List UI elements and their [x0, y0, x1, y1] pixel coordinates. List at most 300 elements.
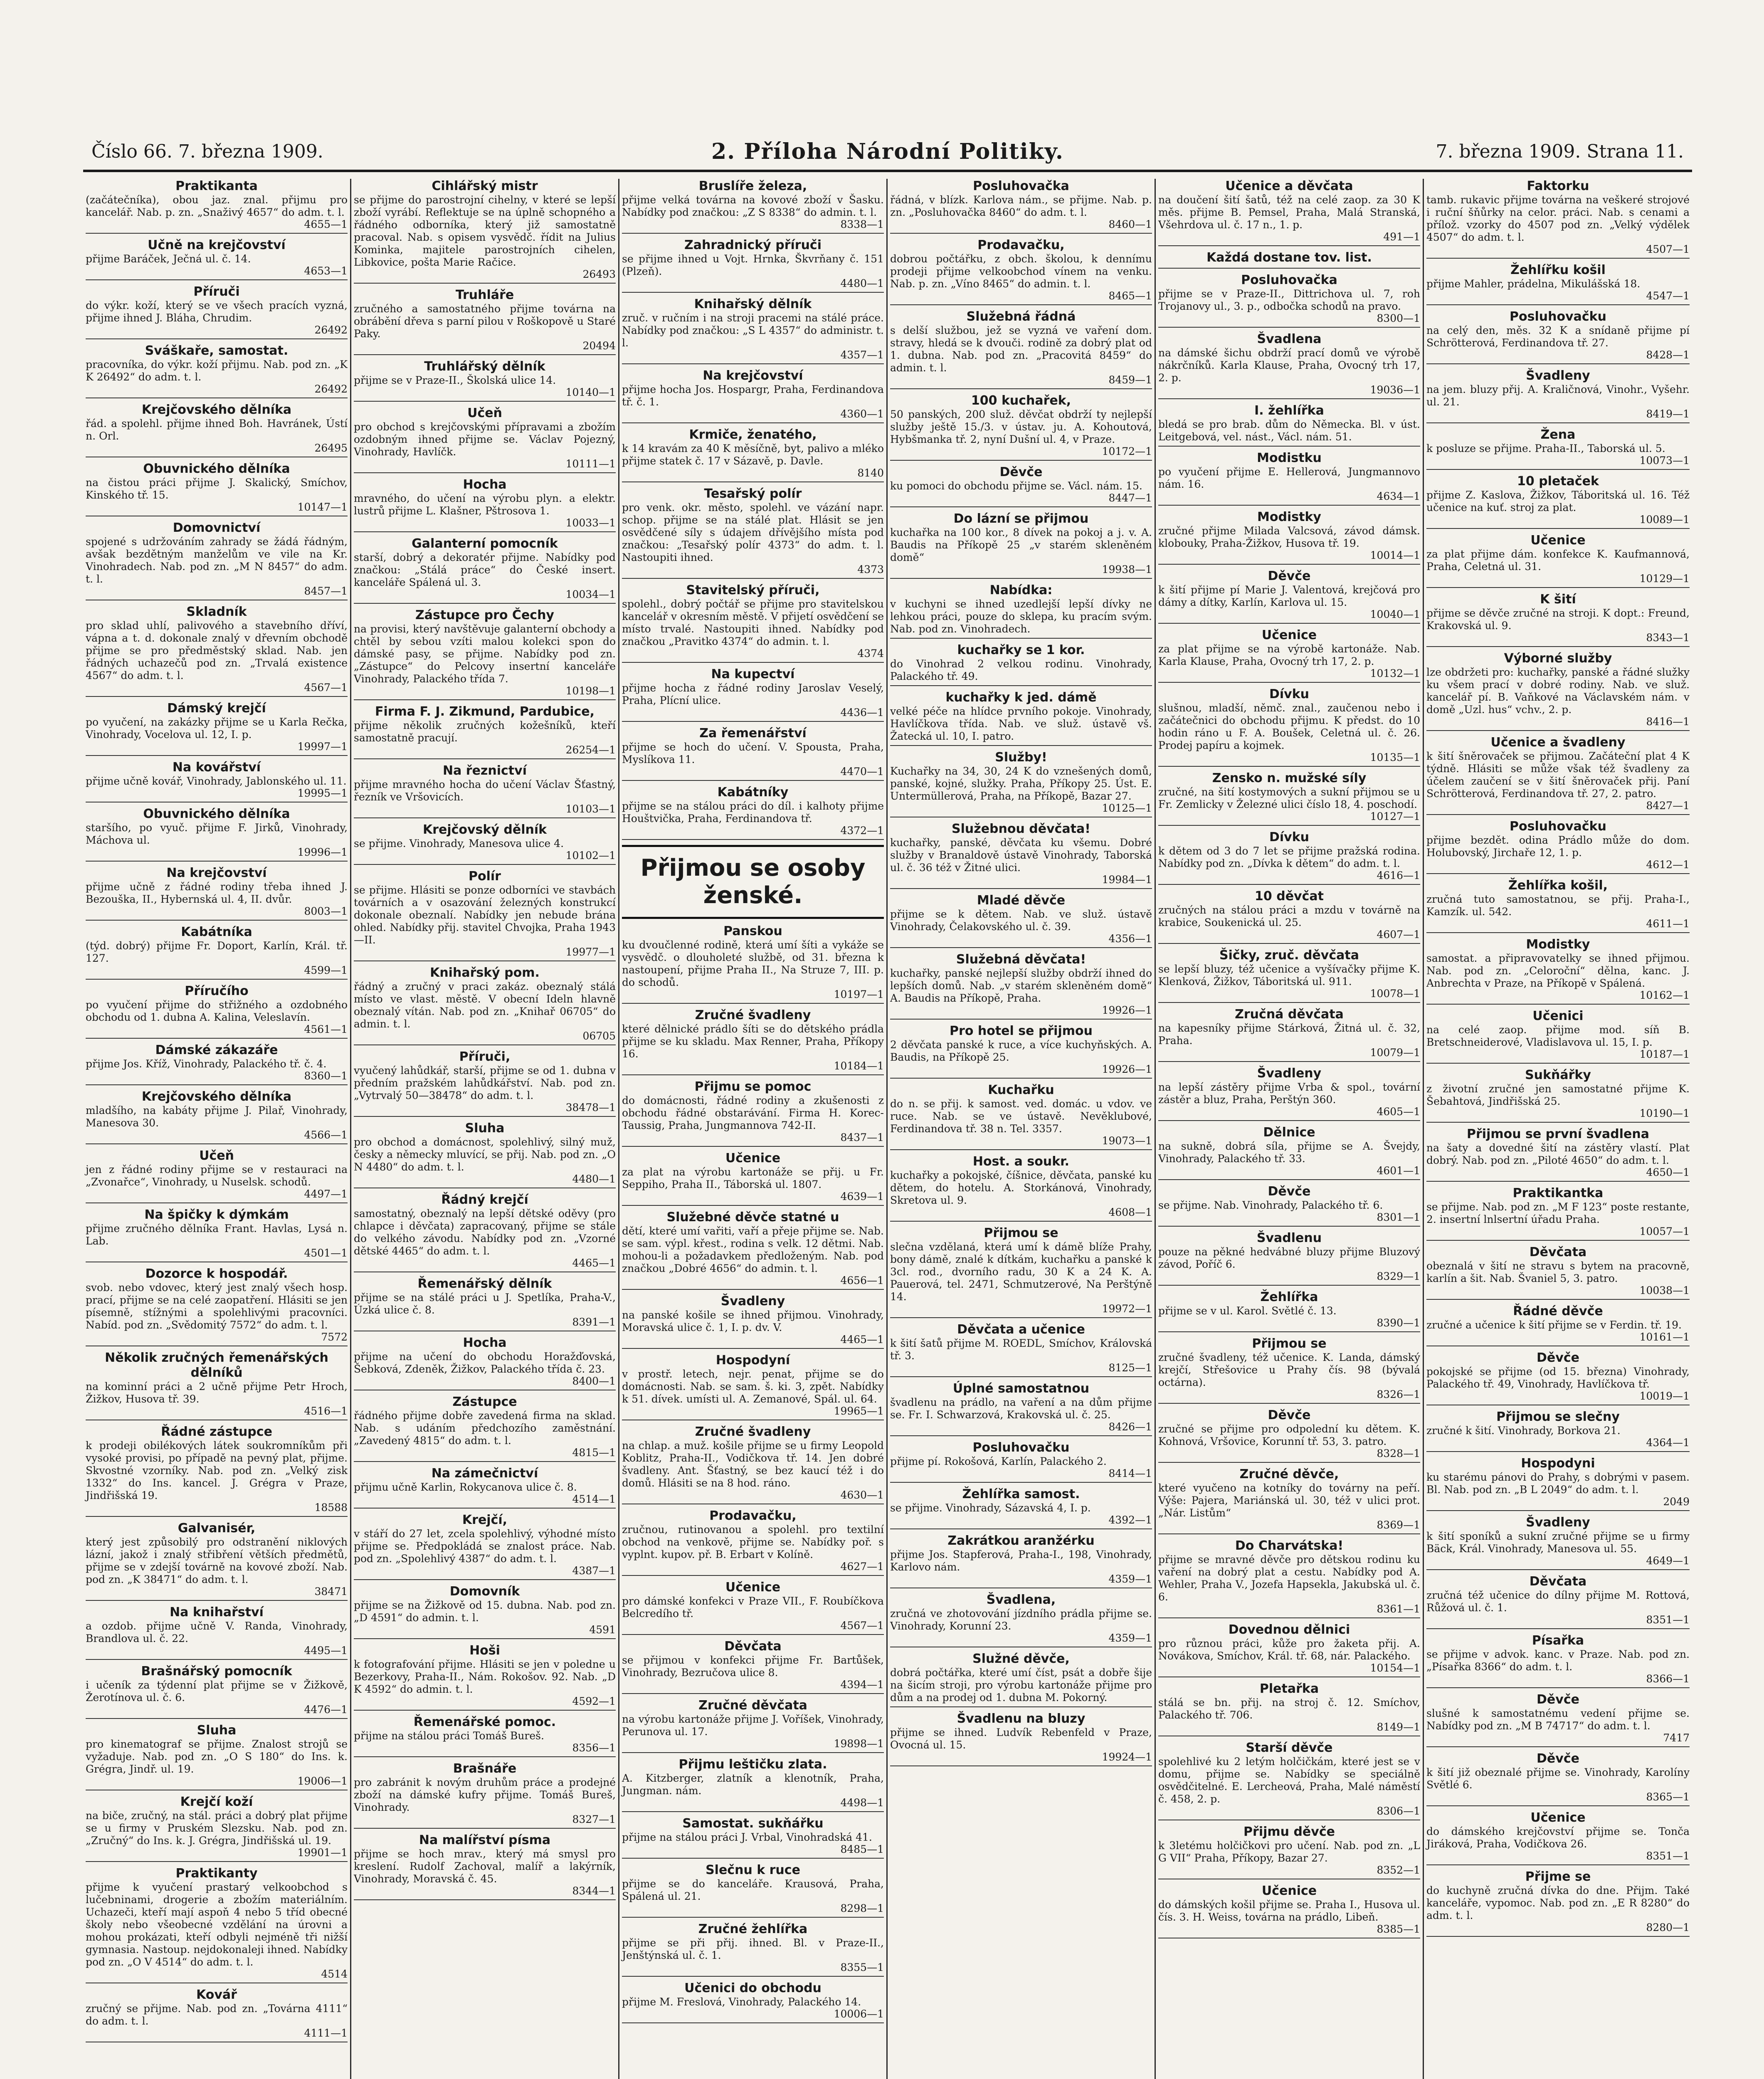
- ad-title: Brašnářský pomocník: [141, 1664, 292, 1679]
- date-page: 7. března 1909. Strana 11.: [1436, 141, 1684, 162]
- ad-reference-number: 4567—1: [304, 681, 348, 694]
- ad-reference-number: 4566—1: [304, 1129, 348, 1141]
- ad-body: do Vinohrad 2 velkou rodinu. Vinohrady, Palackého tř. 49.: [890, 658, 1152, 682]
- ad-body: zručné a učenice k šití přijme se v Ferdin. tř. 19.: [1426, 1319, 1682, 1331]
- classified-ad: [622, 1353, 884, 1420]
- ad-body: přijme hocha z řádné rodiny Jaroslav Veselý, Praha, Plícní ulice.: [622, 682, 884, 706]
- ad-reference-number: 4612—1: [1646, 859, 1690, 871]
- ad-title: Služebnou děvčata!: [952, 822, 1090, 836]
- ad-body: přijme učně kovář, Vinohrady, Jablonského ul. 11.: [86, 775, 347, 787]
- ad-title: Panskou: [723, 924, 782, 938]
- ad-reference-number: 10197—1: [834, 988, 884, 1000]
- ad-body: přijme učně z řádné rodiny třeba ihned J. Bezouška, II., Hybernská ul. 4, II. dvůr.: [86, 881, 348, 905]
- classified-ad: [1158, 273, 1420, 328]
- classified-ad: [86, 1521, 348, 1601]
- classified-ad: [354, 406, 616, 473]
- classified-ad: [890, 1226, 1152, 1318]
- ad-body: jen z řádné rodiny přijme se v restauraci na „Zvonařce“, Vinohrady, u Nuselsk. schodů.: [86, 1163, 348, 1188]
- ad-title: Za řemenářství: [699, 726, 807, 741]
- classified-ad: [354, 288, 616, 355]
- ad-reference-number: 8391—1: [572, 1316, 616, 1328]
- classified-ad: [622, 726, 884, 781]
- classified-ad: [86, 1089, 348, 1144]
- classified-ad: [354, 1761, 616, 1829]
- ad-reference-number: 10057—1: [1639, 1225, 1690, 1237]
- ad-body: zručné, na šití kostymových a sukní přijmou se u Fr. Zemlicky v Železné ulici číslo 18, 4. poschodí.: [1158, 786, 1420, 810]
- classified-ad: [1426, 179, 1690, 259]
- ad-title: Do Charvátska!: [1235, 1538, 1344, 1553]
- ad-title: Dámské zákazáře: [155, 1043, 278, 1057]
- classified-ad: [1158, 1231, 1420, 1286]
- ad-body: přijme se v Praze-II., Dittrichova ul. 7, roh Trojanovy ul., 3. p., odbočka schodů na pravo.: [1158, 288, 1420, 312]
- ad-title: Cihlářský mistr: [432, 179, 538, 193]
- ad-title: Dámský krejčí: [167, 701, 266, 716]
- ad-body: přijme se k dětem. Nab. ve služ. ústavě Vinohrady, Čelakovského ul. č. 39.: [890, 908, 1152, 933]
- classified-ad: [86, 605, 348, 697]
- classified-ad: [890, 1533, 1152, 1588]
- ad-body: dobrou počtářku, z obch. školou, k dennímu prodeji přijme velkoobchod vínem na venku. Nab. p. zn. „Víno 8465“ do admin. t. l.: [890, 253, 1152, 290]
- classified-ad: [354, 1049, 616, 1117]
- ad-body: zručné se přijme pro odpolední ku dětem. K. Kohnová, Vršovice, Korunní tř. 53, 3. patro.: [1158, 1423, 1420, 1447]
- ad-title: Přijmu děvče: [1243, 1825, 1335, 1839]
- ad-reference-number: 4514—1: [572, 1493, 616, 1505]
- ad-column: [888, 179, 1156, 2079]
- ad-title: Posluhovačku: [1510, 819, 1606, 834]
- classified-ad: [890, 583, 1152, 639]
- ad-title: Na malířství písma: [419, 1833, 551, 1847]
- ad-title: Učenice: [1261, 628, 1317, 642]
- classified-ad: [1158, 569, 1420, 624]
- ad-title: Bruslíře železa,: [698, 179, 807, 193]
- ad-title: Švadleny: [1526, 1515, 1590, 1530]
- ad-body: na kapesníky přijme Stárková, Žitná ul. č. 32, Praha.: [1158, 1022, 1420, 1047]
- ad-body: slušnou, mladší, němč. znal., zaučenou nebo i začátečnici do obchodu přijmu. K předst. do 10 hodin ráno u F. A. Boušek, Celetná ul. č. 26. Prodej papíru a kojmek.: [1158, 702, 1420, 751]
- ad-title: Zručné švadleny: [695, 1008, 811, 1022]
- ad-title: Učenici do obchodu: [684, 1981, 822, 1995]
- ad-reference-number: 8352—1: [1377, 1864, 1420, 1876]
- ad-reference-number: 10038—1: [1639, 1284, 1690, 1296]
- ad-body: v prostř. letech, nejr. penat, přijme se do domácnosti. Nab. se sam. š. ki. 3, zpět. Nabídky k 51. dívek. umísti ul. A. Zemanové, Spál. ul. 64.: [622, 1368, 884, 1405]
- classified-ad: [1158, 179, 1420, 246]
- ad-reference-number: 4634—1: [1377, 490, 1420, 502]
- ad-title: K šití: [1540, 592, 1576, 607]
- ad-body: na celý den, měs. 32 K a snídaně přijme pí Schrötterová, Ferdinandova tř. 27.: [1426, 324, 1690, 349]
- ad-body: za plat na výrobu kartonáže se přij. u Fr. Seppiho, Praha II., Táborská ul. 1807.: [622, 1166, 884, 1190]
- ad-reference-number: 10089—1: [1639, 514, 1690, 526]
- ad-column: [351, 179, 619, 2079]
- ad-reference-number: 10125—1: [1102, 802, 1152, 814]
- classified-ad: [1158, 687, 1420, 767]
- ad-body: kuchařky, panské, děvčata ku všemu. Dobré služby v Branaldově ústavě Vinohrady, Taborská ul. č. 36 též v Žitné ulici.: [890, 837, 1152, 874]
- ad-body: kuchařky, panské nejlepší služby obdrží ihned do lepších domů. Nab. „v starém skleněném domě“ A. Baudis na Příkopě, Praha.: [890, 967, 1152, 1004]
- classified-ad: [86, 866, 348, 921]
- classified-ad: [1158, 1408, 1420, 1463]
- classified-ad: [1158, 889, 1420, 944]
- classified-ad: [622, 1981, 884, 2023]
- ad-body: k šití šněrovaček se přijmou. Začáteční plat 4 K týdně. Hlásiti se může však též švadleny za účelem zaučení se v šití šněrovaček přij. Paní Schrötterová, Ferdinandova tř. 27, 2. patro.: [1426, 750, 1690, 800]
- ad-body: pracovníka, do výkr. koží přijmu. Nab. pod zn. „K K 26492“ do adm. t. l.: [86, 358, 348, 383]
- ad-title: Švadlena,: [986, 1593, 1056, 1607]
- ad-reference-number: 4480—1: [840, 277, 884, 289]
- classified-ad: [890, 1652, 1152, 1707]
- ad-title: Mladé děvče: [977, 893, 1066, 908]
- ad-reference-number: 4465—1: [572, 1257, 616, 1269]
- ad-title: Zručné děvčata: [698, 1698, 807, 1713]
- ad-title: Učenice: [1530, 533, 1586, 548]
- ad-reference-number: 4605—1: [1377, 1106, 1420, 1118]
- ad-reference-number: 4394—1: [840, 1679, 884, 1691]
- ad-title: Řádný krejčí: [441, 1193, 528, 1207]
- ad-reference-number: 10079—1: [1370, 1047, 1420, 1059]
- ad-body: na lepší zástěry přijme Vrba & spol., tovární zástěr a bluz, Praha, Perštýn 360.: [1158, 1081, 1420, 1106]
- classified-ad: [1426, 474, 1690, 529]
- ad-reference-number: 4111—1: [304, 2027, 348, 2039]
- ad-body: k 3letému holčičkovi pro učení. Nab. pod zn. „L G VII“ Praha, Příkopy, Bazar 27.: [1158, 1839, 1420, 1864]
- ad-title: Dívku: [1269, 687, 1310, 701]
- ad-title: Kovář: [196, 1988, 237, 2002]
- ad-body: přijmu učně Karlin, Rokycanova ulice č. 8.: [354, 1481, 577, 1493]
- ad-title: Posluhovačka: [1241, 273, 1337, 287]
- ad-body: staršího, po vyuč. přijme F. Jirků, Vinohrady, Máchova ul.: [86, 822, 348, 846]
- classified-ad: [890, 1487, 1152, 1529]
- ad-body: dětí, které umí vařiti, vaří a přeje přijme se. Nab. se sam. výpl. křest., rodina s velk. 12 dětmi. Nab. mohou-li a požadavkem předloženým. Nab. pod značkou „Dobré 4656“ do admin. t. l.: [622, 1225, 884, 1274]
- ad-reference-number: 10019—1: [1639, 1390, 1690, 1402]
- classified-ad: [1158, 1681, 1420, 1736]
- ad-title: Přijmou se: [984, 1226, 1058, 1240]
- ad-body: přijme hocha Jos. Hospargr, Praha, Ferdinandova tř. č. 1.: [622, 383, 884, 408]
- ad-reference-number: 10161—1: [1639, 1331, 1690, 1343]
- ad-body: ku starému pánovi do Prahy, s dobrými v pasem. Bl. Nab. pod zn. „B L 2049“ do adm. t. l.: [1426, 1471, 1690, 1496]
- ad-title: Zručné švadleny: [695, 1425, 811, 1439]
- classified-ad: [1158, 1290, 1420, 1332]
- classified-ad: [1426, 263, 1690, 305]
- ad-title: Žehlířka: [1260, 1290, 1318, 1304]
- ad-title: Řemenářský dělník: [417, 1277, 552, 1291]
- classified-ad: [1158, 628, 1420, 683]
- ad-reference-number: 26492: [314, 324, 348, 336]
- ad-reference-number: 8437—1: [840, 1131, 884, 1143]
- ad-title: Knihařský pom.: [430, 965, 540, 980]
- ad-reference-number: 4567—1: [840, 1620, 884, 1632]
- classified-ad: [86, 807, 348, 862]
- classified-ad: [1158, 1184, 1420, 1227]
- ad-title: Galvanisér,: [178, 1521, 256, 1536]
- ad-column: [1156, 179, 1424, 2079]
- classified-ad: [1426, 878, 1690, 933]
- ad-title: Učenici: [1532, 1009, 1584, 1023]
- classified-ad: [1158, 1825, 1420, 1879]
- ad-body: které vyučeno na kotníky do továrny na peří. Výše: Pajera, Mariánská ul. 30, též v ulici prot. „Nár. Listům“: [1158, 1482, 1420, 1519]
- ad-title: Žena: [1540, 427, 1576, 442]
- ad-reference-number: 8485—1: [840, 1843, 884, 1855]
- ad-body: na kominní práci a 2 učně přijme Petr Hroch, Žižkov, Husova tř. 39.: [86, 1380, 348, 1405]
- ad-body: k šití přijme pí Marie J. Valentová, krejčová pro dámy a dítky, Karlín, Karlova ul. 15.: [1158, 584, 1420, 608]
- classified-ad: [86, 521, 348, 600]
- ad-body: přijme se hoch do učení. V. Spousta, Praha, Myslíkova 11.: [622, 741, 884, 765]
- ad-reference-number: 10132—1: [1370, 667, 1420, 679]
- ad-body: přijme se na stálé práci u J. Spetlíka, Praha-V., Úzká ulice č. 8.: [354, 1291, 616, 1316]
- ad-reference-number: 10172—1: [1102, 445, 1152, 457]
- ad-body: lze obdržeti pro: kuchařky, panské a řádné služky ku všem prací v dobré rodiny. Nab. ve služ. kancelář pí. B. Vaňkové na Václavském nám. v domě „Uzl. hus“ vchv., 2. p.: [1426, 666, 1690, 716]
- newspaper-page: [83, 137, 1692, 2079]
- ad-title: Do lázní se přijmou: [953, 511, 1089, 526]
- ad-title: Učenice: [725, 1580, 781, 1595]
- section-heading: Přijmou se osoby ženské.: [622, 845, 884, 919]
- ad-title: Služebná řádná: [966, 309, 1076, 324]
- ad-title: Zručné žehlířka: [698, 1922, 808, 1936]
- ad-title: Hocha: [463, 477, 507, 492]
- classified-ad: [622, 1509, 884, 1576]
- ad-body: slečna vzdělaná, která umí k dámě blíže Prahy, bony dámě, znalé k dítkám, kuchařku a panské k 3cl. rod., dvorního radu, 30 K a 24 K. A. Pauerová, tel. 2471, Schmutzerové, Na Perštýně 14.: [890, 1241, 1152, 1303]
- classified-ad: [890, 1154, 1152, 1222]
- classified-ad: [1426, 1068, 1690, 1123]
- ad-reference-number: 19926—1: [1102, 1063, 1152, 1075]
- ad-body: bledá se pro brab. dům do Německa. Bl. v úst. Leitgebová, vel. nást., Václ. nám. 51.: [1158, 418, 1420, 443]
- classified-ad: [622, 583, 884, 663]
- ad-title: Hoši: [469, 1643, 500, 1658]
- classified-ad: [1426, 1245, 1690, 1300]
- ad-body: zručný se přijme. Nab. pod zn. „Továrna 4111“ do adm. t. l.: [86, 2002, 348, 2027]
- ad-title: Řádné zástupce: [161, 1425, 272, 1439]
- ad-reference-number: 10073—1: [1639, 454, 1690, 467]
- ad-reference-number: 8369—1: [1377, 1519, 1420, 1531]
- ad-body: přijme Jos. Kříž, Vinohrady, Palackého tř. č. 4.: [86, 1058, 327, 1070]
- ad-body: pro různou práci, kůže pro žaketa přij. A. Novákova, Smíchov, Král. tř. 68, nár. Palackého.: [1158, 1637, 1420, 1662]
- ad-body: na jem. bluzy přij. A. Kraličnová, Vinohr., Vyšehr. ul. 21.: [1426, 383, 1690, 408]
- classified-ad: [1426, 1869, 1690, 1937]
- ad-title: Sluha: [465, 1121, 505, 1136]
- ad-reference-number: 8356—1: [572, 1742, 616, 1754]
- ad-title: Zástupce: [452, 1395, 517, 1409]
- ad-reference-number: 26493: [582, 268, 616, 280]
- ad-body: na provisi, který navštěvuje galanterní obchody a chtěl by sebou vzíti malou kolekci spon do dámské pasy, se přijme. Nabídky pod zn. „Zástupce“ do Pelcovy insertní kanceláře Vinohrady, Palackého třída 7.: [354, 623, 616, 685]
- ad-reference-number: 10190—1: [1639, 1107, 1690, 1119]
- ad-title: Učeň: [467, 406, 502, 420]
- ad-body: do n. se přij. k samost. ved. domác. u vdov. ve ruce. Nab. se ve ústavě. Nevěklubové, Ferdinandova tř. 38 n. Tel. 3357.: [890, 1098, 1152, 1135]
- ad-title: Přijmou se: [1252, 1336, 1327, 1351]
- ad-title: Hospodyní: [715, 1353, 790, 1368]
- ad-body: na dámské šichu obdrží prací domů ve výrobě nákrčníků. Karla Klause, Praha, Ovocný trh 17, 2. p.: [1158, 347, 1420, 384]
- classified-ad: [354, 608, 616, 700]
- classified-ad: [622, 1698, 884, 1753]
- classified-ad: [86, 179, 348, 234]
- ad-body: k šití sponíků a sukní zručné přijme se u firmy Bäck, Král. Vinohrady, Manesova ul. 55.: [1426, 1530, 1690, 1555]
- ad-title: Děvče: [1537, 1751, 1579, 1766]
- ad-title: Učenice a švadleny: [1490, 735, 1626, 750]
- ad-body: pro obchod s krejčovskými přípravami a zbožím ozdobným ihned přijme se. Václav Pojezný, Vinohrady, Havlíčk.: [354, 421, 616, 458]
- classified-ad: [354, 822, 616, 865]
- classified-ad: [1426, 368, 1690, 423]
- ad-reference-number: 4653—1: [304, 265, 348, 277]
- ad-title: Písařka: [1532, 1633, 1584, 1648]
- ad-body: a ozdob. přijme učně V. Randa, Vinohrady, Brandlova ul. č. 22.: [86, 1620, 348, 1644]
- ad-title: Služebné děvče statné u: [666, 1210, 839, 1225]
- ad-reference-number: 19965—1: [834, 1405, 884, 1417]
- ad-title: Skladník: [186, 605, 247, 619]
- ad-body: k posluze se přijme. Praha-II., Taborská ul. 5.: [1426, 442, 1665, 454]
- classified-ad: [86, 925, 348, 980]
- ad-reference-number: 8361—1: [1377, 1603, 1420, 1615]
- ad-reference-number: 06705: [582, 1030, 616, 1042]
- ad-body: do výkr. koží, který se ve všech pracích vyzná, přijme ihned J. Bláha, Chrudim.: [86, 299, 348, 324]
- ad-reference-number: 10103—1: [565, 803, 616, 815]
- classified-ad: [1426, 1009, 1690, 1064]
- ad-reference-number: 8300—1: [1377, 312, 1420, 324]
- classified-ad: [890, 893, 1152, 948]
- ad-title: Zručná děvčata: [1235, 1007, 1344, 1022]
- ad-reference-number: 8328—1: [1377, 1447, 1420, 1459]
- ad-body: vyučený lahůdkář, starší, přijme se od 1. dubna v předním pražském lahůdkářství. Nab. pod zn. „Vytrvalý 50—38478“ do adm. t. l.: [354, 1064, 616, 1101]
- ad-reference-number: 8301—1: [1377, 1211, 1420, 1223]
- ad-reference-number: 4357—1: [840, 349, 884, 361]
- ad-title: Praktikanty: [175, 1866, 258, 1881]
- ad-body: v stáří do 27 let, zcela spolehlivý, výhodné místo přijme se. Předpokládá se znalost práce. Nab. pod zn. „Spolehlivý 4387“ do adm. t. l.: [354, 1528, 616, 1565]
- ad-title: 10 pletaček: [1517, 474, 1599, 489]
- ad-title: Učenice a děvčata: [1225, 179, 1353, 193]
- classified-ad: [354, 1466, 616, 1509]
- ad-reference-number: 8149—1: [1377, 1721, 1420, 1733]
- classified-ad: [86, 1664, 348, 1719]
- classified-ad: [622, 1816, 884, 1859]
- ad-title: Příruči: [193, 284, 240, 299]
- ad-body: se přijme. Nab. pod zn. „M F 123“ poste restante, 2. insertní lnlsertní úřadu Praha.: [1426, 1201, 1690, 1225]
- ad-body: k 14 kravám za 40 K měsíčně, byt, palivo a mléko přijme statek č. 17 v Sázavě, p. Davle.: [622, 442, 884, 467]
- classified-ad: [1426, 427, 1690, 470]
- ad-reference-number: 491—1: [1383, 231, 1420, 243]
- classified-ad: [86, 1267, 348, 1346]
- ad-reference-number: 19924—1: [1102, 1751, 1152, 1763]
- ad-reference-number: 19926—1: [1102, 1004, 1152, 1016]
- classified-ad: [86, 1351, 348, 1420]
- ad-reference-number: 4599—1: [304, 964, 348, 976]
- ad-reference-number: 8003—1: [304, 905, 348, 917]
- ad-title: Domovnictví: [173, 521, 261, 535]
- ad-title: Příruči,: [459, 1049, 511, 1064]
- ad-reference-number: 10033—1: [565, 517, 616, 529]
- ad-title: Učeň: [199, 1148, 234, 1163]
- ad-body: zručné švadleny, též učenice. K. Landa, dámský krejčí, Střešovice u Prahy čís. 98 (bývalá octárna).: [1158, 1351, 1420, 1388]
- ad-body: po vyučení přijme do střižného a ozdobného obchodu od 1. dubna A. Kalina, Veleslavín.: [86, 999, 348, 1023]
- ad-reference-number: 8366—1: [1646, 1673, 1690, 1685]
- ad-body: zruč. v ručním i na stroji pracemi na stálé práce. Nabídky pod značkou: „S L 4357“ do administr. t. l.: [622, 312, 884, 349]
- ad-title: Sukňářky: [1525, 1068, 1591, 1082]
- ad-title: Posluhovačka: [973, 179, 1069, 193]
- ad-body: pro kinematograf se přijme. Znalost strojů se vyžaduje. Nab. pod zn. „O S 180“ do Ins. k. Grégra, Jindř. ul. 19.: [86, 1738, 348, 1775]
- classified-ad: [622, 486, 884, 579]
- classified-ad: [622, 1079, 884, 1147]
- ad-title: Učenice: [725, 1151, 781, 1165]
- ad-reference-number: 8365—1: [1646, 1791, 1690, 1803]
- ad-body: na sukně, dobrá síla, přijme se A. Švejdy, Vinohrady, Palackého tř. 33.: [1158, 1140, 1420, 1165]
- ad-reference-number: 4650—1: [1646, 1166, 1690, 1178]
- classified-ad: [1426, 1515, 1690, 1570]
- ad-title: Žehlířku košil: [1510, 263, 1606, 277]
- classified-ad: [1158, 830, 1420, 885]
- ad-reference-number: 8298—1: [840, 1902, 884, 1914]
- ad-reference-number: 4359—1: [1108, 1573, 1152, 1585]
- ad-body: (týd. dobrý) přijme Fr. Doport, Karlín, Král. tř. 127.: [86, 940, 348, 964]
- ad-body: v kuchyni se ihned uzedlejší lepší dívky ne lehkou práci, pouze do sklepa, ku pracím svým. Nab. pod zn. Vinohradech.: [890, 598, 1152, 635]
- ad-body: pro obchod a domácnost, spolehlivý, silný muž, česky a německy mluvící, se přij. Nab. pod zn. „O N 4480“ do adm. t. l.: [354, 1136, 616, 1173]
- ad-body: přijme se ihned. Ludvík Rebenfeld v Praze, Ovocná ul. 15.: [890, 1726, 1152, 1751]
- ad-reference-number: 8326—1: [1377, 1388, 1420, 1400]
- ad-title: Praktikantka: [1512, 1186, 1604, 1200]
- ad-reference-number: 8457—1: [304, 585, 348, 597]
- ad-body: pro dámské konfekci v Praze VII., F. Roubíčkova Belcredího tř.: [622, 1595, 884, 1620]
- classified-ad: [1158, 948, 1420, 1003]
- ad-body: zručného a samostatného přijme továrna na obrábění dřeva s parní pilou v Roškopově u Staré Paky.: [354, 303, 616, 340]
- ad-title: Knihařský dělník: [694, 297, 812, 311]
- ad-title: Tesařský polír: [704, 486, 802, 501]
- ad-body: zručná ve zhotovování jízdního prádla přijme se. Vinohrady, Korunní 23.: [890, 1607, 1152, 1632]
- classified-ad: [1158, 771, 1420, 826]
- classified-ad: [354, 704, 616, 759]
- classified-ad: [890, 690, 1152, 746]
- ad-reference-number: 4356—1: [1108, 933, 1152, 945]
- ad-body: kuchařka na 100 kor., 8 dívek na pokoj a j. v. A. Baudis na Příkopě 25 „v starém skleněném domě“: [890, 526, 1152, 563]
- ad-title: Obuvnického dělníka: [143, 462, 290, 476]
- ad-title: Švadleny: [1257, 1066, 1322, 1081]
- ad-title: Brašnáře: [453, 1761, 517, 1776]
- ad-body: na výrobu kartonáže přijme J. Voříšek, Vinohrady, Perunova ul. 17.: [622, 1713, 884, 1738]
- ad-reference-number: 38471: [314, 1585, 348, 1598]
- ad-title: Sluha: [197, 1723, 237, 1738]
- ad-reference-number: 4392—1: [1108, 1514, 1152, 1526]
- ad-title: Hocha: [463, 1336, 507, 1350]
- ad-title: Dívku: [1269, 830, 1310, 844]
- ad-body: tamb. rukavic přijme továrna na veškeré strojové i ruční šňůrky na celor. práci. Nab. s cenami a přílož. vzorky do 4507 pod zn. „Velký výdělek 4507“ do adm. t. l.: [1426, 194, 1690, 243]
- ad-reference-number: 4639—1: [840, 1190, 884, 1202]
- ad-body: obeznalá v šití ne stravu s bytem na pracovně, karlín a šit. Nab. Švaniel 5, 3. patro.: [1426, 1260, 1690, 1284]
- ad-reference-number: 10040—1: [1370, 608, 1420, 620]
- ad-body: na šaty a dovedné šití na zástěry vlastí. Plat dobrý. Nab. pod zn. „Piloté 4650“ do adm. t. l.: [1426, 1142, 1690, 1166]
- ad-body: přijme se na stálou práci do díl. i kalhoty přijme Houštvička, Praha, Ferdinandova tř.: [622, 800, 884, 825]
- ad-reference-number: 4655—1: [304, 218, 348, 230]
- ad-title: Děvče: [1537, 1692, 1579, 1707]
- classified-ad: [1158, 1125, 1420, 1180]
- classified-ad: [1158, 250, 1420, 269]
- classified-ad: [86, 1148, 348, 1203]
- ad-body: přijme Baráček, Ječná ul. č. 14.: [86, 253, 251, 265]
- ad-reference-number: 8459—1: [1108, 374, 1152, 386]
- ad-title: Učně na krejčovství: [148, 238, 286, 252]
- ad-reference-number: 4514: [321, 1968, 348, 1980]
- ad-body: přijme se mravné děvče pro dětskou rodinu ku vaření na dobrý plat a cestu. Nabídky pod A. Wehler, Praha V., Jozefa Hapsekla, Jakubská ul. č. 6.: [1158, 1553, 1420, 1603]
- ad-title: Pro hotel se přijmou: [950, 1024, 1093, 1038]
- ad-body: do kuchyně zručná dívka do dne. Přijm. Také kanceláře, vypomoc. Nab. pod zn. „E R 8280“ do adm. t. l.: [1426, 1884, 1690, 1921]
- ad-reference-number: 19006—1: [297, 1775, 348, 1787]
- ad-body: 2 děvčata panské k ruce, a více kuchyňských. A. Baudis, na Příkopě 25.: [890, 1039, 1152, 1063]
- classified-ad: [1158, 1741, 1420, 1820]
- ad-body: na chlap. a muž. košile přijme se u firmy Leopold Koblitz, Praha-II., Vodičkova tř. 14. Jen dobré švadleny. Ant. Šťastný, se bez kaucí též i do domů. Hlásiti se na 8 hod. ráno.: [622, 1439, 884, 1489]
- ad-body: mravného, do učení na výrobu plyn. a elektr. lustrů přijme L. Klašner, Pštrosova 1.: [354, 492, 616, 517]
- ad-title: Kabátníka: [181, 925, 252, 939]
- ad-title: Krejčovského dělníka: [141, 402, 292, 417]
- ad-body: přijme na učení do obchodu Horažďovská, Šebková, Zdeněk, Žižkov, Palackého třída č. 23.: [354, 1351, 616, 1375]
- classified-ad: [86, 284, 348, 339]
- ad-body: k fotografování přijme. Hlásiti se jen v poledne u Bezerkovy, Praha-II., Nám. Rokošov. 92. Nab. „D K 4592“ do admin. t. l.: [354, 1658, 616, 1695]
- ad-reference-number: 8400—1: [572, 1375, 616, 1387]
- ad-reference-number: 19898—1: [834, 1738, 884, 1750]
- classified-ad: [890, 1381, 1152, 1436]
- classified-ad: [890, 393, 1152, 461]
- ad-reference-number: 4592—1: [572, 1695, 616, 1707]
- classified-ad: [1158, 1066, 1420, 1121]
- ad-reference-number: 19977—1: [565, 946, 616, 958]
- classified-ad: [86, 1723, 348, 1790]
- ad-title: Dovednou dělnici: [1228, 1622, 1350, 1637]
- ad-body: samostat. a připravovatelky se ihned přijmou. Nab. pod zn. „Celoroční“ dělna, kanc. J. Anbrechta v Praze, na Příkopě v Spálená.: [1426, 952, 1690, 989]
